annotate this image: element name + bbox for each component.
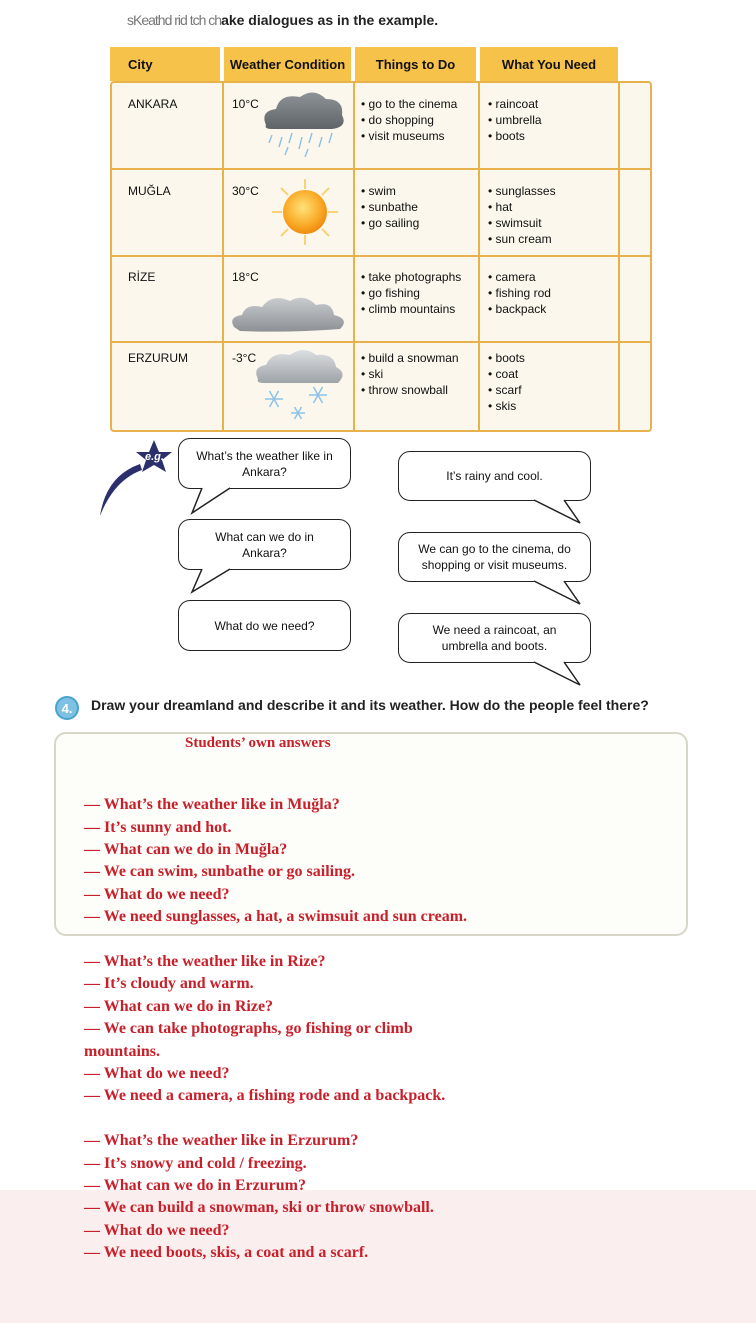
answer-line: — What do we need? bbox=[84, 886, 230, 903]
temp-ankara: 10°C bbox=[232, 97, 259, 111]
snow-cloud-icon bbox=[250, 345, 350, 425]
answer-line: — What can we do in Erzurum? bbox=[84, 1177, 306, 1194]
todo-mugla: • swim • sunbathe • go sailing bbox=[361, 183, 419, 231]
answer-line: — We need boots, skis, a coat and a scarf. bbox=[84, 1244, 369, 1261]
answer-line: — What’s the weather like in Erzurum? bbox=[84, 1132, 359, 1149]
bubble-question-2: What can we do in Ankara? bbox=[178, 519, 351, 570]
city-mugla: MUĞLA bbox=[128, 184, 171, 198]
answer-line: — It’s cloudy and warm. bbox=[84, 975, 254, 992]
answer-line: mountains. bbox=[84, 1043, 161, 1060]
header-things-to-do: Things to Do bbox=[355, 47, 476, 81]
question-number: 4. bbox=[55, 696, 79, 720]
todo-erzurum: • build a snowman • ski • throw snowball bbox=[361, 350, 459, 398]
temp-erzurum: -3°C bbox=[232, 351, 257, 365]
need-mugla: • sunglasses • hat • swimsuit • sun cream bbox=[488, 183, 556, 247]
answer-line: — What do we need? bbox=[84, 1222, 230, 1239]
star-icon bbox=[96, 436, 176, 520]
bubble-tail bbox=[530, 580, 584, 606]
example-tag: e.g. bbox=[145, 451, 164, 463]
instruction: sKeathd rid tch chake dialogues as in the example. bbox=[127, 12, 439, 28]
answer-line: — We can build a snowman, ski or throw snowball. bbox=[84, 1199, 434, 1216]
weather-table bbox=[110, 47, 650, 430]
answer-line: — We can take photographs, go fishing or climb bbox=[84, 1020, 413, 1037]
answer-line: — We need sunglasses, a hat, a swimsuit and sun cream. bbox=[84, 908, 468, 925]
bubble-tail bbox=[530, 661, 584, 687]
bubble-tail bbox=[190, 487, 240, 515]
question-text: Draw your dreamland and describe it and its weather. How do the people feel there? bbox=[91, 697, 649, 713]
header-city: City bbox=[110, 47, 220, 81]
todo-rize: • take photographs • go fishing • climb mountains bbox=[361, 269, 461, 317]
need-ankara: • raincoat • umbrella • boots bbox=[488, 96, 542, 144]
answer-line: — It’s sunny and hot. bbox=[84, 819, 232, 836]
temp-mugla: 30°C bbox=[232, 184, 259, 198]
city-erzurum: ERZURUM bbox=[128, 351, 188, 365]
answer-line: — What can we do in Rize? bbox=[84, 998, 274, 1015]
need-rize: • camera • fishing rod • backpack bbox=[488, 269, 551, 317]
city-rize: RİZE bbox=[128, 270, 156, 284]
bubble-answer-1: It’s rainy and cool. bbox=[398, 451, 591, 501]
bubble-answer-2: We can go to the cinema, do shopping or visit museums. bbox=[398, 532, 591, 582]
todo-ankara: • go to the cinema • do shopping • visit museums bbox=[361, 96, 457, 144]
need-erzurum: • boots • coat • scarf • skis bbox=[488, 350, 525, 414]
header-what-you-need: What You Need bbox=[480, 47, 618, 81]
answers-heading: Students’ own answers bbox=[185, 735, 331, 751]
city-ankara: ANKARA bbox=[128, 97, 178, 111]
answer-line: — What’s the weather like in Muğla? bbox=[84, 796, 340, 813]
answer-line: — It’s snowy and cold / freezing. bbox=[84, 1155, 307, 1172]
bubble-question-1: What’s the weather like in Ankara? bbox=[178, 438, 351, 489]
answer-line: — What do we need? bbox=[84, 1065, 230, 1082]
header-weather: Weather Condition bbox=[224, 47, 351, 81]
temp-rize: 18°C bbox=[232, 270, 259, 284]
cloud-icon bbox=[228, 287, 350, 337]
rain-cloud-icon bbox=[258, 87, 348, 159]
answer-line: — We can swim, sunbathe or go sailing. bbox=[84, 863, 356, 880]
bubble-tail bbox=[530, 499, 584, 525]
bubble-tail bbox=[190, 568, 240, 594]
answer-line: — What’s the weather like in Rize? bbox=[84, 953, 326, 970]
answer-line: — We need a camera, a fishing rode and a backpack. bbox=[84, 1087, 446, 1104]
bubble-answer-3: We need a raincoat, an umbrella and boots. bbox=[398, 613, 591, 663]
answer-line: — What can we do in Muğla? bbox=[84, 841, 288, 858]
sun-icon bbox=[270, 177, 340, 247]
bubble-question-3: What do we need? bbox=[178, 600, 351, 651]
